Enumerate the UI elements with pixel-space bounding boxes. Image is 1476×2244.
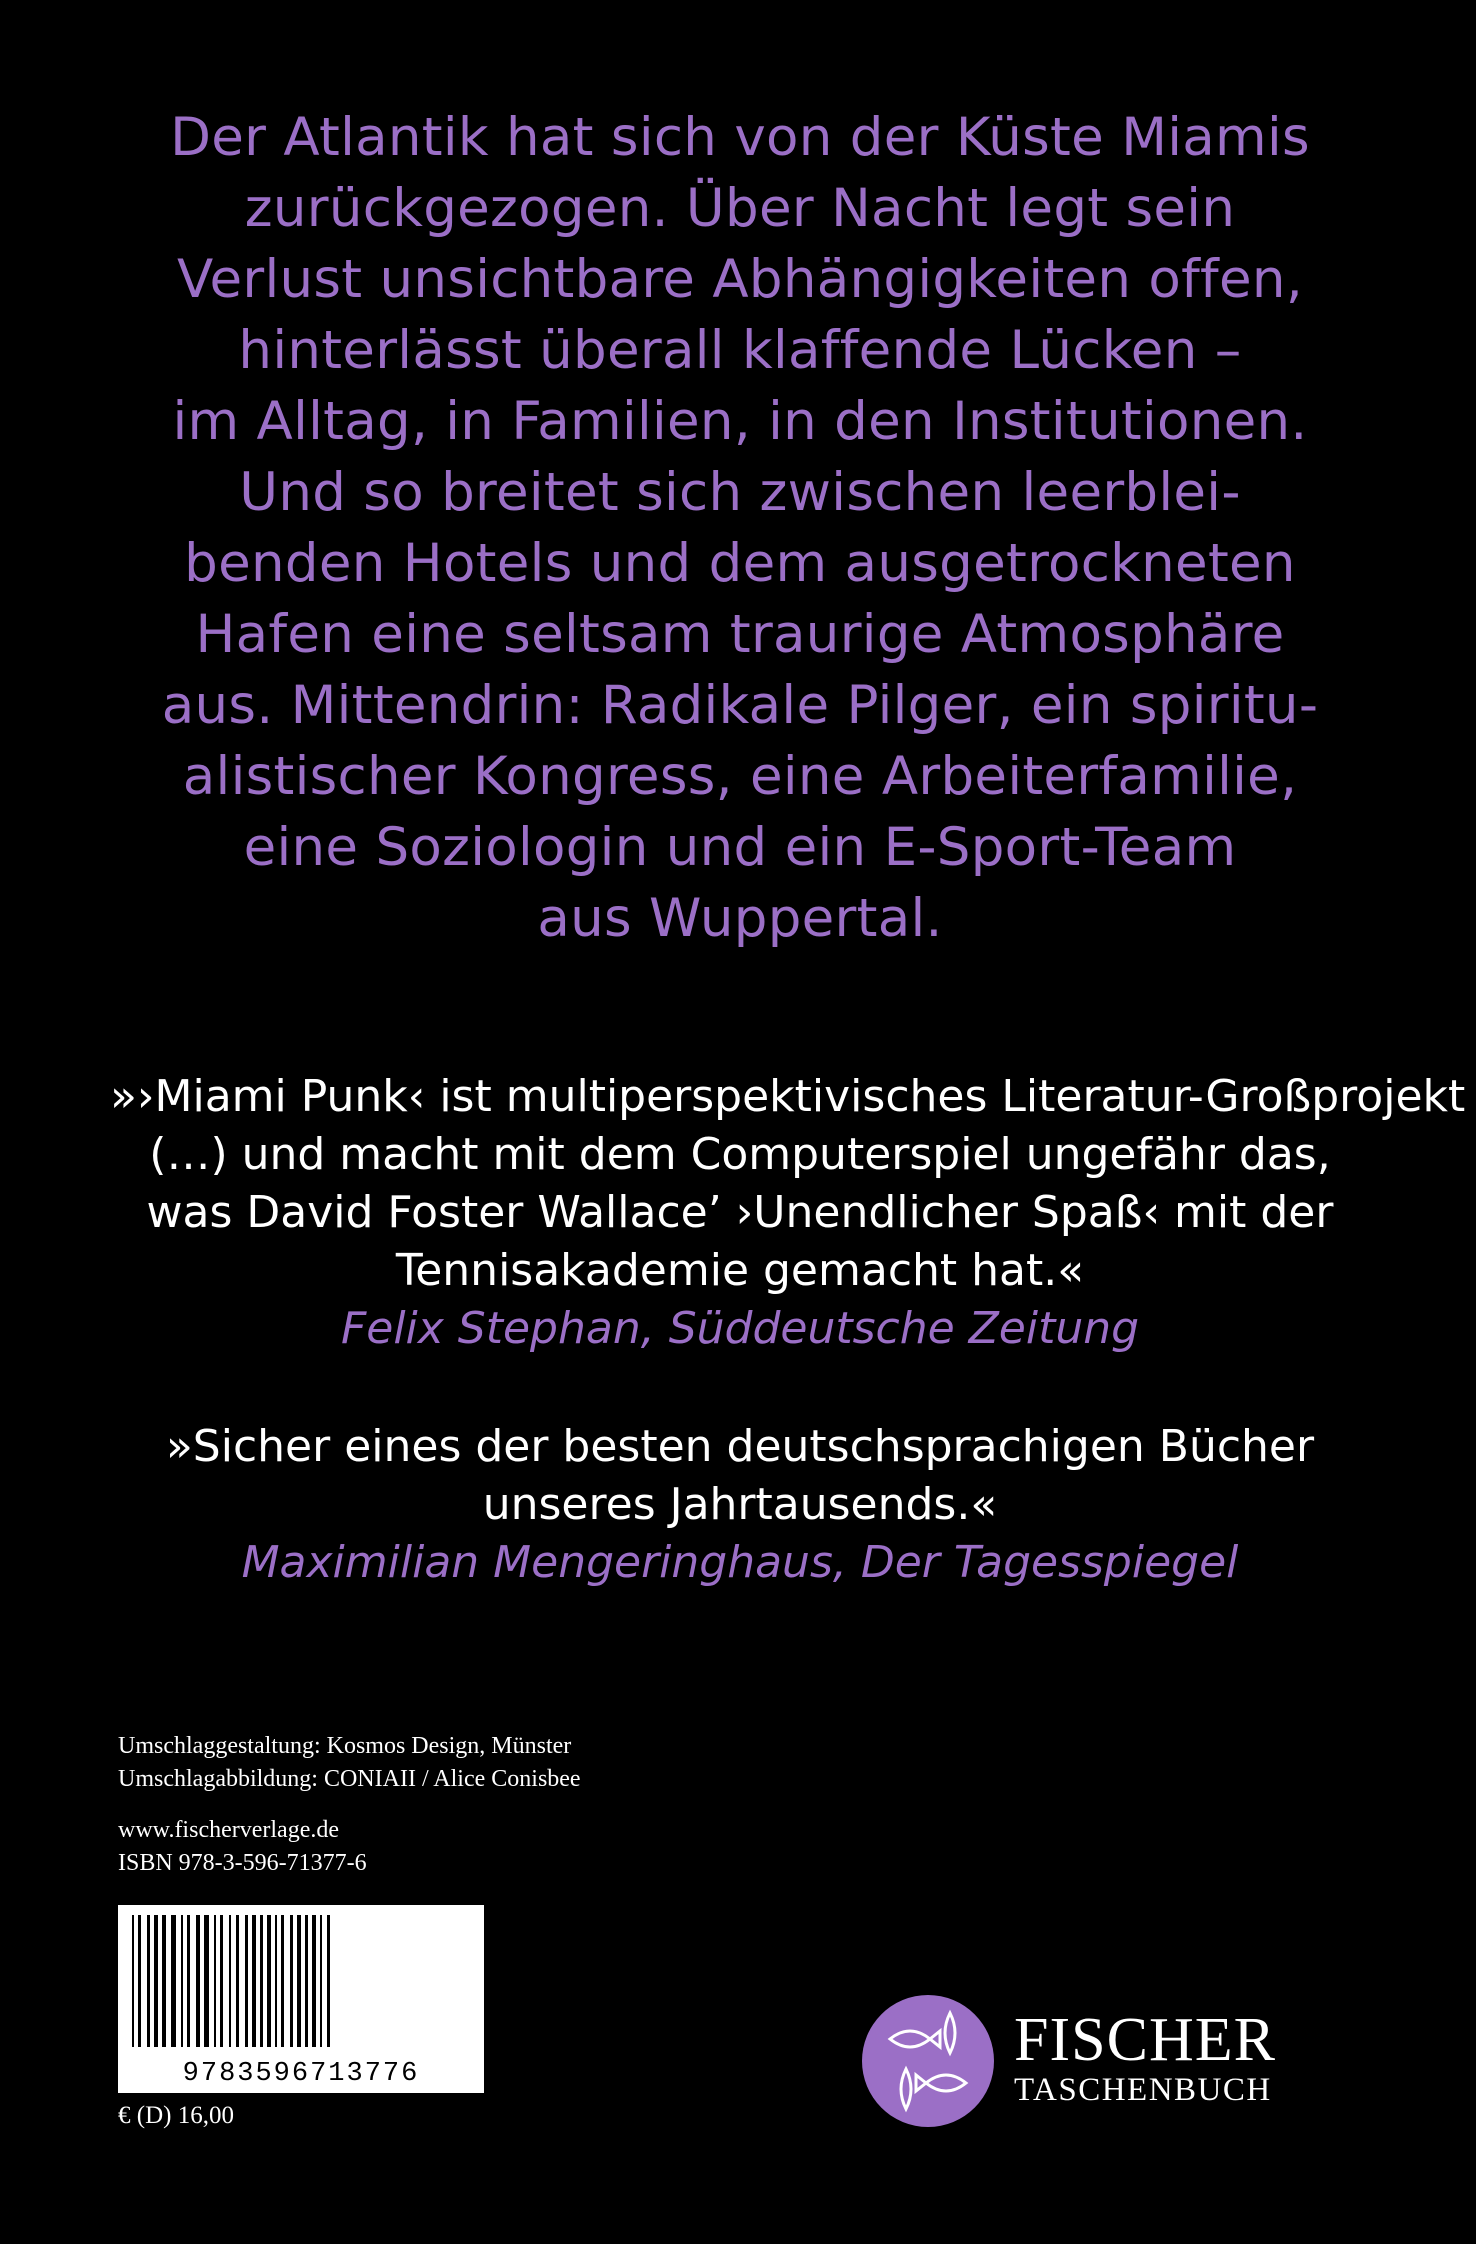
fischer-fish-logo-icon	[862, 1995, 994, 2127]
barcode-bar	[181, 1915, 183, 2047]
barcode-bar	[196, 1915, 200, 2047]
barcode-bars	[118, 1905, 484, 2055]
blurb-line: eine Soziologin und ein E-Sport-Team	[243, 817, 1237, 878]
barcode-bar	[236, 1915, 239, 2047]
price: € (D) 16,00	[118, 2102, 234, 2129]
barcode-bar	[260, 1915, 263, 2047]
barcode-bar	[267, 1915, 271, 2047]
barcode-bar	[204, 1915, 209, 2047]
quote-line: »Sicher eines der besten deutschsprachigen Bücher	[165, 1421, 1315, 1472]
barcode	[118, 1905, 484, 2093]
blurb-line: Der Atlantik hat sich von der Küste Miamis	[170, 107, 1310, 168]
barcode-bar	[312, 1915, 316, 2047]
barcode-bar	[281, 1915, 284, 2047]
barcode-bar	[162, 1915, 166, 2047]
barcode-bar	[297, 1915, 301, 2047]
publisher-name: FISCHER	[1014, 2006, 1276, 2074]
barcode-bar	[275, 1915, 277, 2047]
blurb-line: hinterlässt überall klaffende Lücken –	[238, 320, 1242, 381]
blurb-line: aus Wuppertal.	[537, 888, 943, 949]
barcode-bar	[147, 1915, 150, 2047]
blurb-line: aus. Mittendrin: Radikale Pilger, ein spiritu-	[161, 675, 1319, 736]
blurb-line: Hafen eine seltsam traurige Atmosphäre	[195, 604, 1285, 665]
barcode-bar	[171, 1915, 176, 2047]
barcode-bar	[320, 1915, 322, 2047]
barcode-bar	[154, 1915, 158, 2047]
barcode-bar	[132, 1915, 134, 2047]
barcode-bar	[138, 1915, 141, 2047]
publisher-imprint: TASCHENBUCH	[1014, 2072, 1272, 2108]
credits	[118, 1730, 581, 1880]
isbn: ISBN 978-3-596-71377-6	[118, 1850, 367, 1876]
blurb-line: Verlust unsichtbare Abhängigkeiten offen,	[177, 249, 1303, 310]
quote-line: Tennisakademie gemacht hat.«	[395, 1245, 1085, 1296]
barcode-bar	[290, 1915, 293, 2047]
publisher-logo	[1014, 2008, 1276, 2108]
barcode-number: 9783596713776	[182, 2059, 420, 2089]
barcode-bar	[327, 1915, 330, 2047]
blurb-line: alistischer Kongress, eine Arbeiterfamilie,	[182, 746, 1298, 807]
publisher-website: www.fischerverlage.de	[118, 1817, 340, 1843]
barcode-bar	[220, 1915, 223, 2047]
blurb-line: benden Hotels und dem ausgetrockneten	[184, 533, 1296, 594]
quote-line: was David Foster Wallace’ ›Unendlicher Spaß‹ mit der	[146, 1187, 1334, 1238]
quote-source: Maximilian Mengeringhaus, Der Tagesspiegel	[241, 1537, 1239, 1588]
blurb-line: im Alltag, in Familien, in den Institutionen.	[172, 391, 1308, 452]
quote-line: (…) und macht mit dem Computerspiel ungefähr das,	[149, 1129, 1331, 1180]
barcode-bar	[229, 1915, 231, 2047]
review-quote	[110, 1068, 1466, 1358]
quote-source: Felix Stephan, Süddeutsche Zeitung	[340, 1303, 1140, 1354]
barcode-bar	[214, 1915, 216, 2047]
blurb-text	[130, 102, 1350, 954]
review-quote	[110, 1418, 1370, 1592]
barcode-bar	[187, 1915, 190, 2047]
cover-design-credit: Umschlaggestaltung: Kosmos Design, Münster	[118, 1733, 572, 1759]
barcode-bar	[245, 1915, 248, 2047]
cover-image-credit: Umschlagabbildung: CONIAII / Alice Conisbee	[118, 1766, 581, 1792]
credits-spacer	[118, 1796, 581, 1814]
blurb-line: zurückgezogen. Über Nacht legt sein	[244, 178, 1236, 239]
quote-line: unseres Jahrtausends.«	[482, 1479, 998, 1530]
barcode-bar	[252, 1915, 256, 2047]
quote-line: »›Miami Punk‹ ist multiperspektivisches Literatur-Großprojekt	[110, 1071, 1466, 1122]
blurb-line: Und so breitet sich zwischen leerblei-	[239, 462, 1241, 523]
barcode-bar	[305, 1915, 308, 2047]
